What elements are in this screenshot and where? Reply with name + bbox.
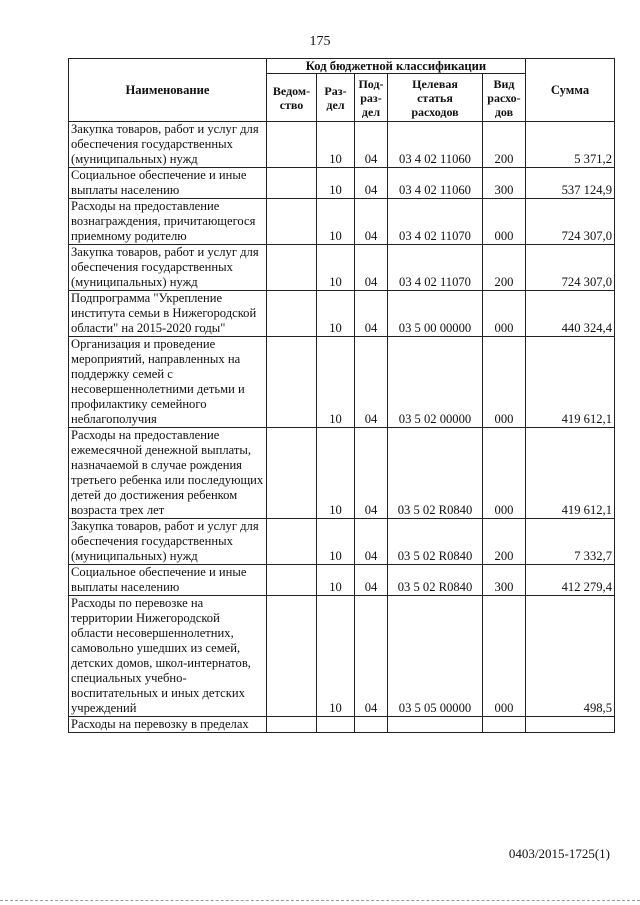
document-code: 0403/2015-1725(1) [508, 846, 610, 861]
row-razdel: 10 [317, 245, 355, 291]
row-sum: 724 307,0 [526, 199, 615, 245]
row-sum: 419 612,1 [526, 337, 615, 428]
row-razdel: 10 [317, 519, 355, 565]
row-podrazdel: 04 [355, 565, 388, 596]
header-vedomstvo: Ведом- ство [267, 74, 317, 122]
table-row [69, 717, 615, 733]
row-kind: 000 [483, 337, 526, 428]
row-sum: 440 324,4 [526, 291, 615, 337]
row-vedomstvo [267, 596, 317, 717]
header-podrazdel: Под- раз- дел [355, 74, 388, 122]
row-kind: 200 [483, 122, 526, 168]
row-kind: 000 [483, 199, 526, 245]
row-vedomstvo [267, 122, 317, 168]
row-kind: 300 [483, 168, 526, 199]
row-target: 03 4 02 11060 [388, 168, 483, 199]
row-name: Подпрограмма "Укрепление института семьи в Нижегородской области" на 2015-2020 годы" [69, 291, 267, 337]
row-target: 03 5 02 R0840 [388, 565, 483, 596]
row-kind: 000 [483, 428, 526, 519]
row-razdel: 10 [317, 199, 355, 245]
table-row [69, 337, 615, 428]
row-sum: 537 124,9 [526, 168, 615, 199]
row-razdel: 10 [317, 291, 355, 337]
row-podrazdel: 04 [355, 122, 388, 168]
row-podrazdel: 04 [355, 596, 388, 717]
row-name: Закупка товаров, работ и услуг для обеспечения государственных (муниципальных) нужд [69, 122, 267, 168]
row-sum: 7 332,7 [526, 519, 615, 565]
row-name: Закупка товаров, работ и услуг для обеспечения государственных (муниципальных) нужд [69, 245, 267, 291]
row-vedomstvo [267, 565, 317, 596]
table-row [69, 199, 615, 245]
row-vedomstvo [267, 717, 317, 733]
table-row [69, 245, 615, 291]
table-row [69, 122, 615, 168]
row-razdel: 10 [317, 168, 355, 199]
table-row [69, 519, 615, 565]
row-podrazdel: 04 [355, 291, 388, 337]
row-sum: 5 371,2 [526, 122, 615, 168]
row-target: 03 4 02 11070 [388, 199, 483, 245]
row-vedomstvo [267, 245, 317, 291]
row-razdel [317, 717, 355, 733]
row-podrazdel: 04 [355, 168, 388, 199]
row-vedomstvo [267, 199, 317, 245]
header-name: Наименование [69, 59, 267, 122]
row-name: Расходы на перевозку в пределах [69, 717, 267, 733]
row-target: 03 5 05 00000 [388, 596, 483, 717]
row-name: Социальное обеспечение и иные выплаты населению [69, 565, 267, 596]
row-vedomstvo [267, 168, 317, 199]
row-name: Расходы по перевозке на территории Нижегородской области несовершеннолетних, самовольно ушедших из семей, детских домов, школ-интернатов, специальных учебно-воспитательных и иных детских учреждений [69, 596, 267, 717]
header-sum: Сумма [526, 59, 615, 122]
row-podrazdel: 04 [355, 519, 388, 565]
row-razdel: 10 [317, 428, 355, 519]
row-sum: 412 279,4 [526, 565, 615, 596]
header-classification-group: Код бюджетной классификации [267, 59, 526, 74]
row-name: Расходы на предоставление ежемесячной денежной выплаты, назначаемой в случае рождения третьего ребенка или последующих детей до достижения ребенком возраста трех лет [69, 428, 267, 519]
header-target: Целевая статья расходов [388, 74, 483, 122]
row-name: Организация и проведение мероприятий, направленных на поддержку семей с несовершеннолетними детьми и профилактику семейного неблагополучия [69, 337, 267, 428]
row-razdel: 10 [317, 337, 355, 428]
row-vedomstvo [267, 428, 317, 519]
row-target: 03 5 02 00000 [388, 337, 483, 428]
header-razdel: Раз- дел [317, 74, 355, 122]
row-vedomstvo [267, 291, 317, 337]
table-row [69, 428, 615, 519]
row-kind: 000 [483, 291, 526, 337]
row-podrazdel [355, 717, 388, 733]
table-row [69, 168, 615, 199]
row-name: Социальное обеспечение и иные выплаты населению [69, 168, 267, 199]
row-vedomstvo [267, 519, 317, 565]
row-kind: 200 [483, 519, 526, 565]
row-target: 03 5 00 00000 [388, 291, 483, 337]
page-bottom-rule [0, 900, 640, 901]
row-target: 03 4 02 11070 [388, 245, 483, 291]
table-row [69, 596, 615, 717]
table-row [69, 291, 615, 337]
row-sum: 419 612,1 [526, 428, 615, 519]
row-sum [526, 717, 615, 733]
row-razdel: 10 [317, 565, 355, 596]
row-podrazdel: 04 [355, 337, 388, 428]
row-kind: 000 [483, 596, 526, 717]
header-kind: Вид расхо- дов [483, 74, 526, 122]
row-name: Закупка товаров, работ и услуг для обеспечения государственных (муниципальных) нужд [69, 519, 267, 565]
row-podrazdel: 04 [355, 428, 388, 519]
row-target: 03 5 02 R0840 [388, 519, 483, 565]
table-row [69, 565, 615, 596]
row-razdel: 10 [317, 122, 355, 168]
row-target [388, 717, 483, 733]
row-sum: 724 307,0 [526, 245, 615, 291]
row-vedomstvo [267, 337, 317, 428]
row-kind: 200 [483, 245, 526, 291]
row-podrazdel: 04 [355, 199, 388, 245]
row-sum: 498,5 [526, 596, 615, 717]
row-kind: 300 [483, 565, 526, 596]
row-name: Расходы на предоставление вознаграждения, причитающегося приемному родителю [69, 199, 267, 245]
row-razdel: 10 [317, 596, 355, 717]
page-number: 175 [309, 34, 331, 49]
budget-table [68, 58, 615, 733]
row-kind [483, 717, 526, 733]
row-podrazdel: 04 [355, 245, 388, 291]
row-target: 03 5 02 R0840 [388, 428, 483, 519]
row-target: 03 4 02 11060 [388, 122, 483, 168]
